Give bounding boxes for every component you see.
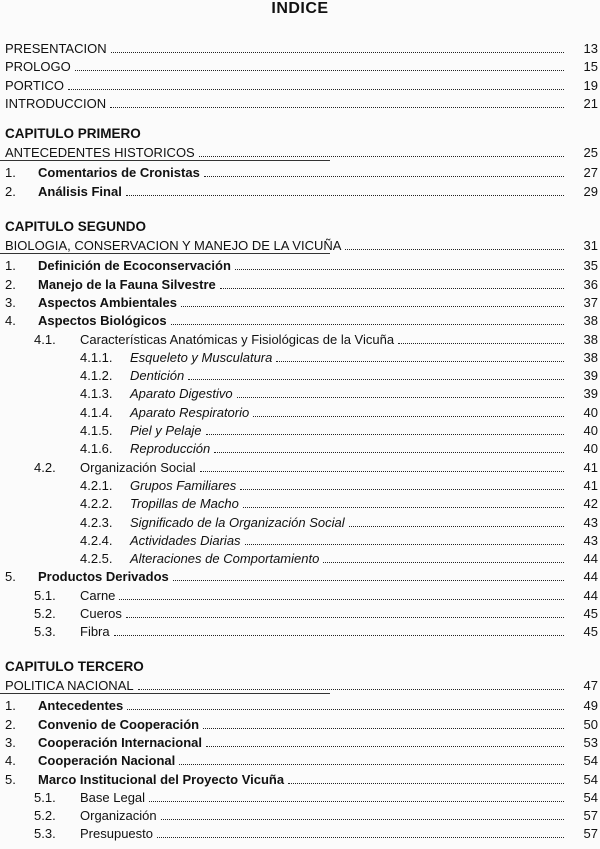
page-title: INDICE [271,0,329,17]
dot-leader [253,416,564,417]
entry-label: Fibra [80,624,110,640]
toc-entry [80,402,600,420]
entry-label: POLITICA NACIONAL [5,678,134,693]
entry-number: 3. [5,294,16,310]
entry-label: Antecedentes [38,698,124,714]
entry-page-number: 21 [583,95,598,111]
entry-page-number: 40 [583,423,598,438]
toc-entry [5,732,600,750]
entry-page-number: 54 [583,789,598,805]
entry-label: Alteraciones de Comportamiento [130,551,320,567]
toc-entry [34,621,600,639]
front-matter-item [5,38,600,56]
dot-leader [288,783,564,784]
entry-page-number: 57 [583,808,598,824]
dot-leader [276,361,564,362]
entry-label: Comentarios de Cronistas [38,165,200,181]
entry-number: 2. [5,276,16,292]
dot-leader [243,507,564,508]
dot-leader [214,452,564,453]
entry-number: 5.3. [34,624,56,640]
entry-page-number: 42 [583,496,598,512]
entry-number: 4.1. [34,331,56,347]
entry-page-number: 39 [583,368,598,384]
front-matter-item [5,56,600,74]
entry-page-number: 49 [583,698,598,714]
dot-leader [245,544,564,545]
entry-number: 4.2.5. [80,551,113,567]
entry-number: 4. [5,313,16,329]
entry-page-number: 45 [583,624,598,640]
toc-entry [80,512,600,530]
toc-entry [5,274,600,292]
entry-number: 3. [5,734,16,750]
toc-entry [5,162,600,180]
entry-page-number: 27 [583,165,598,181]
entry-page-number: 29 [583,183,598,199]
dot-leader [161,819,564,820]
entry-label: Análisis Final [38,183,122,199]
entry-number: 4.1.2. [80,368,113,384]
toc-entry [34,823,600,841]
entry-page-number: 35 [583,258,598,274]
entry-page-number: 39 [583,386,598,402]
dot-leader [119,599,564,600]
dot-leader [188,379,564,380]
toc-entry [5,255,600,273]
entry-number: 4.1.5. [80,423,113,438]
entry-label: Aspectos Biológicos [38,313,167,329]
entry-number: 1. [5,698,16,714]
dot-leader [171,324,564,325]
entry-page-number: 38 [583,349,598,365]
entry-number: 4.1.3. [80,386,113,402]
entry-page-number: 40 [583,441,598,457]
toc-entry [5,566,600,584]
entry-number: 4. [5,753,16,769]
entry-label: Características Anatómicas y Fisiológicas de la Vicuña [80,331,395,347]
toc-entry [34,603,600,621]
dot-leader [126,617,564,618]
dot-leader [181,306,564,307]
entry-number: 4.1.6. [80,441,113,457]
entry-page-number: 50 [583,716,598,732]
entry-number: 1. [5,165,16,181]
entry-label: Manejo de la Fauna Silvestre [38,276,216,292]
entry-label: Aparato Digestivo [130,386,233,402]
entry-page-number: 38 [583,313,598,329]
dot-leader [110,107,564,108]
dot-leader [75,70,564,71]
entry-page-number: 54 [583,771,598,787]
toc-entry [80,383,600,401]
entry-number: 4.2.3. [80,514,113,530]
entry-label: Aspectos Ambientales [38,294,177,310]
entry-page-number: 57 [583,826,598,842]
chapter-subtitle [5,142,600,160]
entry-label: Reproducción [130,441,211,457]
divider [0,253,330,254]
entry-number: 5.1. [34,587,56,603]
dot-leader [68,89,564,90]
toc-entry [80,365,600,383]
dot-leader [138,689,564,690]
entry-number: 5. [5,771,16,787]
entry-number: 4.2. [34,459,56,475]
entry-page-number: 15 [583,59,598,75]
entry-label: Definición de Ecoconservación [38,258,231,274]
entry-label: Cooperación Nacional [38,753,176,769]
entry-label: Aparato Respiratorio [130,404,250,420]
dot-leader [179,764,564,765]
dot-leader [126,195,564,196]
chapter-heading: CAPITULO TERCERO [5,659,144,674]
entry-page-number: 54 [583,753,598,769]
entry-label: BIOLOGIA, CONSERVACION Y MANEJO DE LA VICUÑA [5,238,342,253]
dot-leader [173,580,564,581]
entry-label: Productos Derivados [38,569,169,585]
chapter-subtitle [5,675,600,693]
entry-label: Significado de la Organización Social [130,514,345,530]
entry-label: Organización Social [80,459,196,475]
toc-entry [5,714,600,732]
entry-label: Esqueleto y Musculatura [130,349,273,365]
entry-page-number: 37 [583,294,598,310]
dot-leader [323,562,564,563]
entry-page-number: 45 [583,606,598,621]
entry-page-number: 44 [583,551,598,567]
entry-label: Cueros [80,606,122,621]
entry-page-number: 41 [583,459,598,475]
toc-entry [34,457,600,475]
divider [0,693,330,694]
entry-label: PORTICO [5,77,64,93]
entry-page-number: 38 [583,331,598,347]
dot-leader [149,801,564,802]
entry-label: Marco Institucional del Proyecto Vicuña [38,771,285,787]
dot-leader [114,635,564,636]
toc-entry [80,530,600,548]
entry-page-number: 44 [583,569,598,585]
toc-entry [80,493,600,511]
toc-entry [34,329,600,347]
entry-label: Cooperación Internacional [38,734,202,750]
entry-label: Carne [80,587,116,603]
dot-leader [345,249,564,250]
entry-page-number: 40 [583,404,598,420]
dot-leader [204,176,564,177]
entry-page-number: 31 [583,238,598,253]
entry-label: Convenio de Cooperación [38,716,200,732]
dot-leader [200,471,564,472]
entry-number: 4.2.2. [80,496,113,512]
entry-label: Actividades Diarias [130,532,241,548]
toc-entry [80,475,600,493]
entry-label: Tropillas de Macho [130,496,239,512]
entry-page-number: 25 [583,145,598,160]
toc-entry [80,438,600,456]
front-matter-item [5,93,600,111]
entry-number: 5.2. [34,606,56,621]
entry-page-number: 19 [583,77,598,93]
dot-leader [199,156,564,157]
dot-leader [157,837,564,838]
entry-label: INTRODUCCION [5,95,107,111]
toc-entry [5,181,600,199]
dot-leader [220,288,564,289]
entry-label: Dentición [130,368,185,384]
entry-page-number: 13 [583,41,598,56]
entry-number: 2. [5,716,16,732]
dot-leader [398,343,564,344]
toc-entry [5,310,600,328]
toc-entry [34,585,600,603]
entry-number: 4.2.1. [80,477,113,493]
entry-page-number: 53 [583,734,598,750]
entry-page-number: 43 [583,514,598,530]
entry-number: 5.2. [34,808,56,824]
dot-leader [206,434,564,435]
toc-entry [5,292,600,310]
entry-number: 2. [5,183,16,199]
entry-label: Organización [80,808,157,824]
entry-label: Base Legal [80,789,146,805]
dot-leader [349,526,564,527]
dot-leader [111,52,564,53]
front-matter-item [5,75,600,93]
toc-entry [34,805,600,823]
entry-page-number: 36 [583,276,598,292]
dot-leader [235,269,564,270]
entry-label: PRESENTACION [5,41,107,56]
chapter-heading: CAPITULO PRIMERO [5,126,141,141]
entry-number: 4.2.4. [80,532,113,548]
entry-page-number: 41 [583,477,598,493]
dot-leader [240,489,564,490]
entry-label: PROLOGO [5,59,71,75]
dot-leader [206,746,564,747]
entry-label: Grupos Familiares [130,477,237,493]
chapter-subtitle [5,235,600,253]
entry-page-number: 43 [583,532,598,548]
dot-leader [203,728,564,729]
entry-number: 4.1.1. [80,349,113,365]
entry-label: Piel y Pelaje [130,423,202,438]
entry-number: 4.1.4. [80,404,113,420]
toc-entry [5,750,600,768]
entry-label: ANTECEDENTES HISTORICOS [5,145,195,160]
dot-leader [127,709,564,710]
toc-entry [5,695,600,713]
entry-number: 5.1. [34,789,56,805]
toc-entry [80,548,600,566]
entry-page-number: 44 [583,587,598,603]
entry-number: 5.3. [34,826,56,842]
chapter-heading: CAPITULO SEGUNDO [5,219,147,234]
dot-leader [237,397,564,398]
entry-label: Presupuesto [80,826,153,842]
toc-entry [80,420,600,438]
toc-entry [5,769,600,787]
toc-entry [34,787,600,805]
toc-entry [80,347,600,365]
entry-number: 5. [5,569,16,585]
divider [0,160,330,161]
entry-page-number: 47 [583,678,598,693]
entry-number: 1. [5,258,16,274]
